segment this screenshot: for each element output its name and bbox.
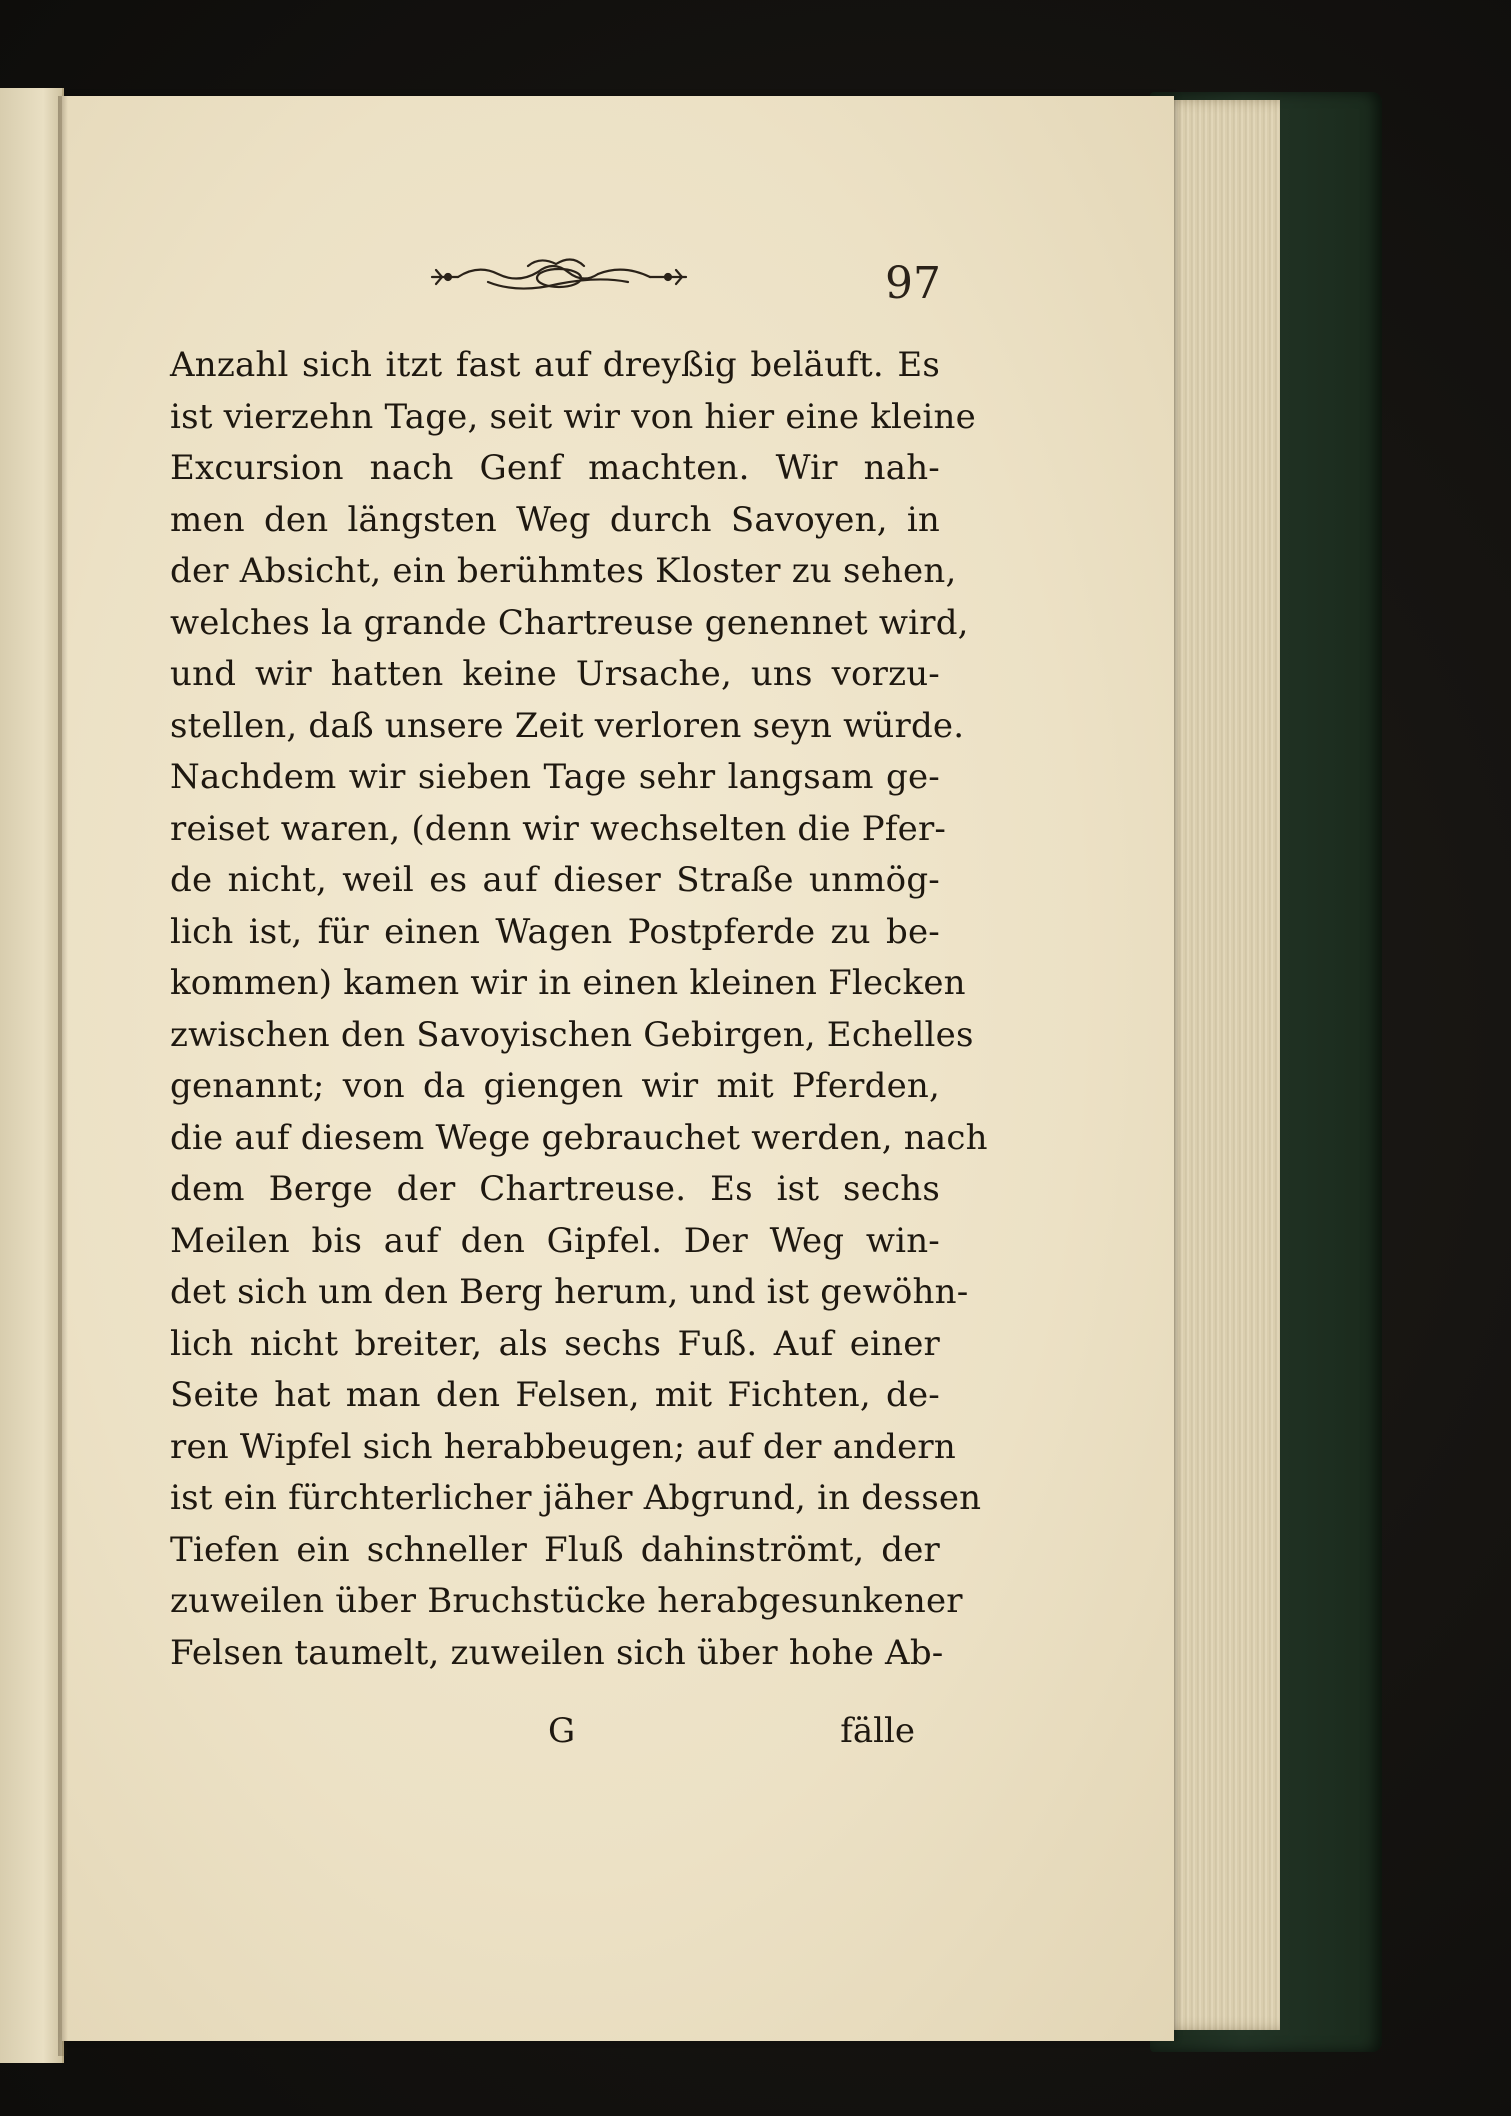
text-line: de nicht, weil es auf dieser Straße unmög- [170,860,940,900]
signature-mark: G [548,1711,576,1751]
text-line: Nachdem wir sieben Tage sehr langsam ge- [170,757,940,797]
text-line: ren Wipfel sich herabbeugen; auf der andern [170,1426,956,1467]
text-line: welches la grande Chartreuse genennet wird, [170,602,969,643]
text-line: ist ein fürchterlicher jäher Abgrund, in dessen [170,1478,982,1518]
text-line: ist vierzehn Tage, seit wir von hier eine kleine [170,396,976,437]
text-line: reiset waren, (denn wir wechselten die Pfer- [170,808,947,849]
text-line: Excursion nach Genf machten. Wir nah- [170,448,940,488]
page-footer [170,1705,940,1757]
text-line: Felsen taumelt, zuweilen sich über hohe Ab- [170,1632,944,1673]
text-line: det sich um den Berg herum, und ist gewöhn- [170,1272,969,1312]
text-line: Seite hat man den Felsen, mit Fichten, de- [170,1375,940,1415]
catchword: fälle [840,1711,915,1751]
page-block-edges [1160,100,1280,2030]
text-line: kommen) kamen wir in einen kleinen Flecken [170,963,966,1003]
text-line: genannt; von da giengen wir mit Pferden, [170,1066,940,1106]
text-line: lich ist, für einen Wagen Postpferde zu be- [170,911,940,952]
text-line: zuweilen über Bruchstücke herabgesunkener [170,1581,963,1621]
text-line: Tiefen ein schneller Fluß dahinströmt, der [170,1529,940,1570]
text-line: die auf diesem Wege gebrauchet werden, nach [170,1117,988,1158]
text-line: lich nicht breiter, als sechs Fuß. Auf einer [170,1323,940,1364]
text-line: der Absicht, ein berühmtes Kloster zu sehen, [170,551,957,591]
gutter-shadow [58,96,68,2056]
headpiece-ornament-icon [428,252,690,302]
body-text [170,340,988,1679]
page-number: 97 [885,258,941,309]
text-line: stellen, daß unsere Zeit verloren seyn würde. [170,705,965,746]
text-line: und wir hatten keine Ursache, uns vorzu- [170,654,940,694]
text-line: Anzahl sich itzt fast auf dreyßig beläuft. Es [170,345,940,385]
text-line: Meilen bis auf den Gipfel. Der Weg win- [170,1220,940,1261]
facing-page-edge [0,88,64,2063]
text-line: zwischen den Savoyischen Gebirgen, Echelles [170,1014,974,1055]
text-line: dem Berge der Chartreuse. Es ist sechs [170,1169,940,1209]
text-line: men den längsten Weg durch Savoyen, in [170,499,940,540]
